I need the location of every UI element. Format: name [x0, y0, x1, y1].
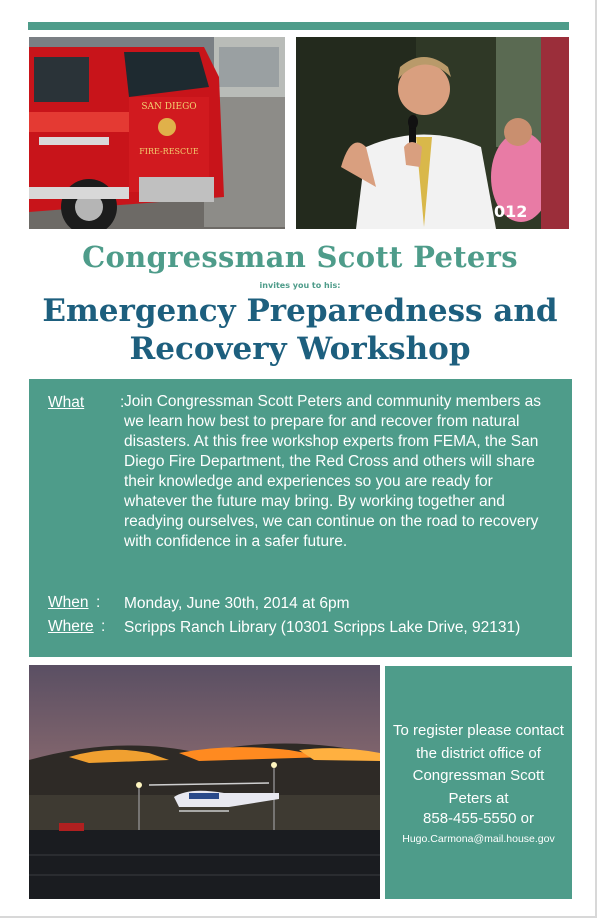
registration-instructions: To register please contact the district office of Congressman Scott Peters at — [393, 722, 564, 807]
registration-panel — [385, 666, 572, 899]
sign-text: 012 — [494, 202, 528, 221]
when-colon: : — [96, 594, 101, 611]
when-label: When — [48, 594, 89, 611]
top-accent-bar — [28, 22, 569, 30]
event-title — [0, 292, 600, 368]
door-label: FIRE-RESCUE — [139, 147, 199, 156]
where-value: Scripps Ranch Library (10301 Scripps Lake Drive, 92131) — [124, 619, 521, 636]
what-description: Join Congressman Scott Peters and community members as we learn how best to prepare for and recover from natural disasters. At this free workshop experts from FEMA, the San Diego Fire Department, the Red Cross and others will share their knowledge and experiences so you are ready for whatever the future may bring. By working together and readying ourselves, we can continue on the road to recovery with confidence in a safer future. — [124, 393, 541, 550]
registration-phone[interactable]: 858-455-5550 or — [423, 810, 534, 827]
door-text: SAN DIEGO — [141, 102, 197, 112]
wildfire-helicopter-photo — [29, 665, 380, 899]
what-label: What — [48, 394, 85, 411]
invite-line: invites you to his: — [259, 281, 341, 290]
event-title-line-1: Emergency Preparedness and — [42, 293, 558, 329]
registration-email[interactable]: Hugo.Carmona@mail.house.gov — [402, 833, 555, 845]
what-colon: : — [120, 394, 125, 411]
host-name: Congressman Scott Peters — [82, 240, 518, 274]
where-colon: : — [101, 618, 106, 635]
when-value: Monday, June 30th, 2014 at 6pm — [124, 595, 350, 612]
fire-truck-photo — [29, 37, 285, 229]
event-details-panel — [29, 379, 572, 657]
event-title-line-2: Recovery Workshop — [129, 331, 471, 367]
where-label: Where — [48, 618, 94, 635]
speaker-photo — [296, 37, 569, 229]
